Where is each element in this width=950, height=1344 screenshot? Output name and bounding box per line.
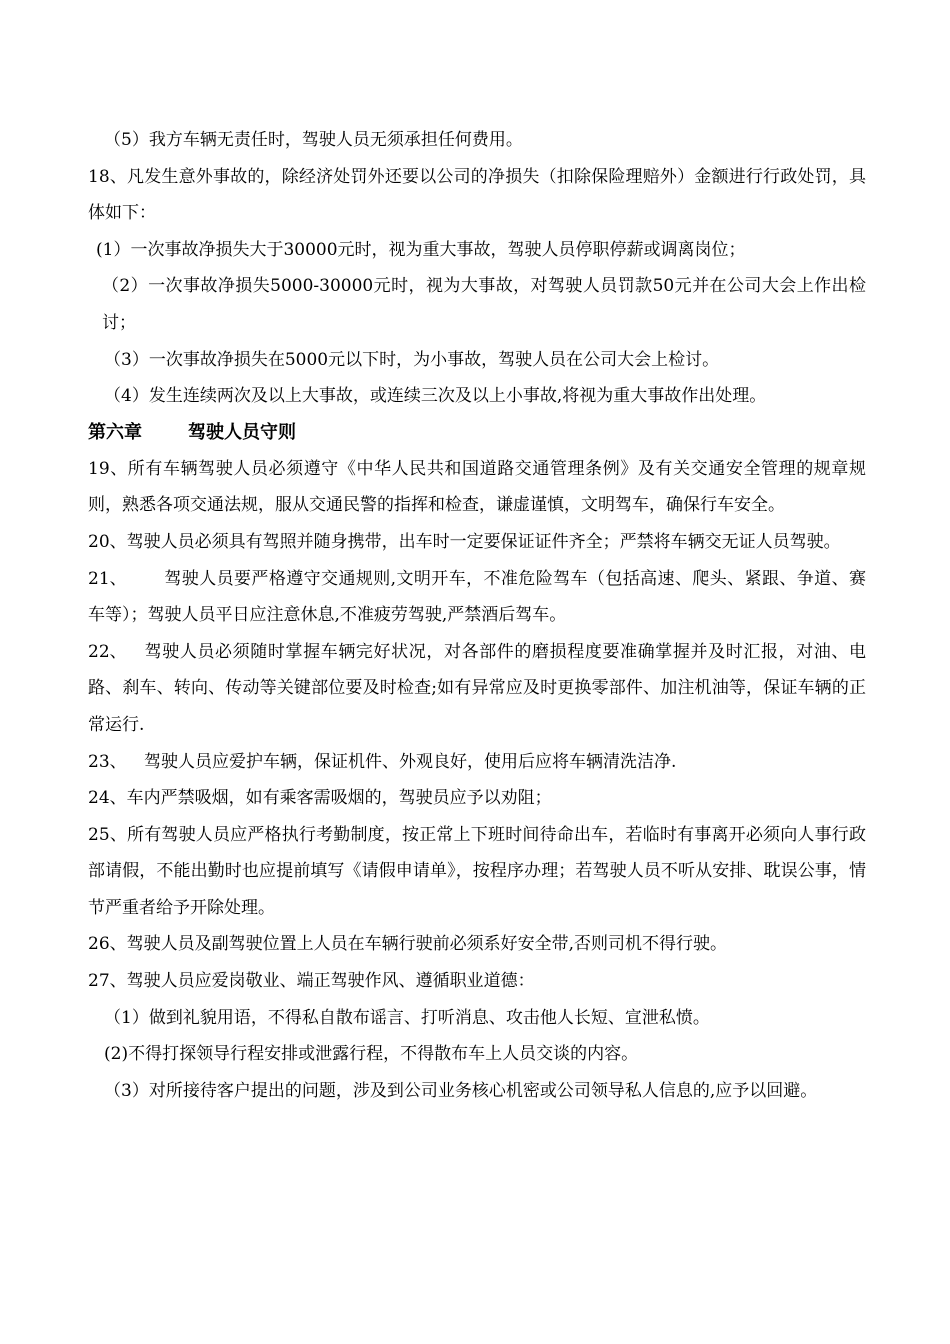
rule-19: 19、所有车辆驾驶人员必须遵守《中华人民共和国道路交通管理条例》及有关交通安全管理的规章规则，熟悉各项交通法规，服从交通民警的指挥和检查，谦虚谨慎，文明驾车，确保行车安全。 [88,458,866,516]
rule-number: 21、 [88,568,127,589]
rule-text: 驾驶人员要严格遵守交通规则,文明开车，不准危险驾车（包括高速、爬头、紧跟、争道、赛车等）；驾驶人员平日应注意休息,不准疲劳驾驶,严禁酒后驾车。 [88,568,866,626]
paragraph-item-2: （2）一次事故净损失5000-30000元时，视为大事故，对驾驶人员罚款50元并在公司大会上作出检讨； [102,276,866,333]
paragraph-item-5: （5）我方车辆无责任时，驾驶人员无须承担任何费用。 [104,130,523,150]
rule-27-item-1: （1）做到礼貌用语，不得私自散布谣言、打听消息、攻击他人长短、宣泄私愤。 [104,1007,710,1028]
rule-26: 26、驾驶人员及副驾驶位置上人员在车辆行驶前必须系好安全带,否则司机不得行驶。 [88,934,728,955]
rule-23 [88,744,866,781]
paragraph-item-4: （4）发生连续两次及以上大事故，或连续三次及以上小事故,将视为重大事故作出处理。 [104,386,767,407]
chapter-title: 驾驶人员守则 [188,421,296,443]
rule-22 [88,634,866,744]
rule-20: 20、驾驶人员必须具有驾照并随身携带，出车时一定要保证证件齐全；严禁将车辆交无证人员驾驶。 [88,531,841,552]
rule-27-item-3: （3）对所接待客户提出的问题，涉及到公司业务核心机密或公司领导私人信息的,应予以回避。 [104,1080,818,1101]
paragraph-rule-18: 18、凡发生意外事故的，除经济处罚外还要以公司的净损失（扣除保险理赔外）金额进行行政处罚，具体如下： [88,166,866,224]
rule-27-item-2: (2)不得打探领导行程安排或泄露行程，不得散布车上人员交谈的内容。 [104,1044,639,1065]
paragraph-item-3: （3）一次事故净损失在5000元以下时，为小事故，驾驶人员在公司大会上检讨。 [104,349,720,370]
chapter-number: 第六章 [88,421,142,443]
rule-25: 25、所有驾驶人员应严格执行考勤制度，按正常上下班时间待命出车，若临时有事离开必须向人事行政部请假，不能出勤时也应提前填写《请假申请单》，按程序办理；若驾驶人员不听从安排、耽误公事，情节严重者给予开除处理。 [88,824,866,918]
paragraph-item-1: (1）一次事故净损失大于30000元时，视为重大事故，驾驶人员停职停薪或调离岗位； [96,239,746,260]
rule-number: 22、 [88,641,127,662]
rule-24: 24、车内严禁吸烟，如有乘客需吸烟的，驾驶员应予以劝阻； [88,788,552,809]
rule-21 [88,561,866,634]
rule-text: 驾驶人员应爱护车辆，保证机件、外观良好，使用后应将车辆清洗洁净. [144,751,677,772]
document-body [88,122,866,1109]
chapter-heading [88,415,866,451]
rule-text: 驾驶人员必须随时掌握车辆完好状况，对各部件的磨损程度要准确掌握并及时汇报，对油、电路、刹车、转向、传动等关键部位要及时检查;如有异常应及时更换零部件、加注机油等，保证车辆的正常运行. [88,641,866,735]
rule-number: 23、 [88,751,127,772]
rule-27: 27、驾驶人员应爱岗敬业、端正驾驶作风、遵循职业道德： [88,971,535,992]
